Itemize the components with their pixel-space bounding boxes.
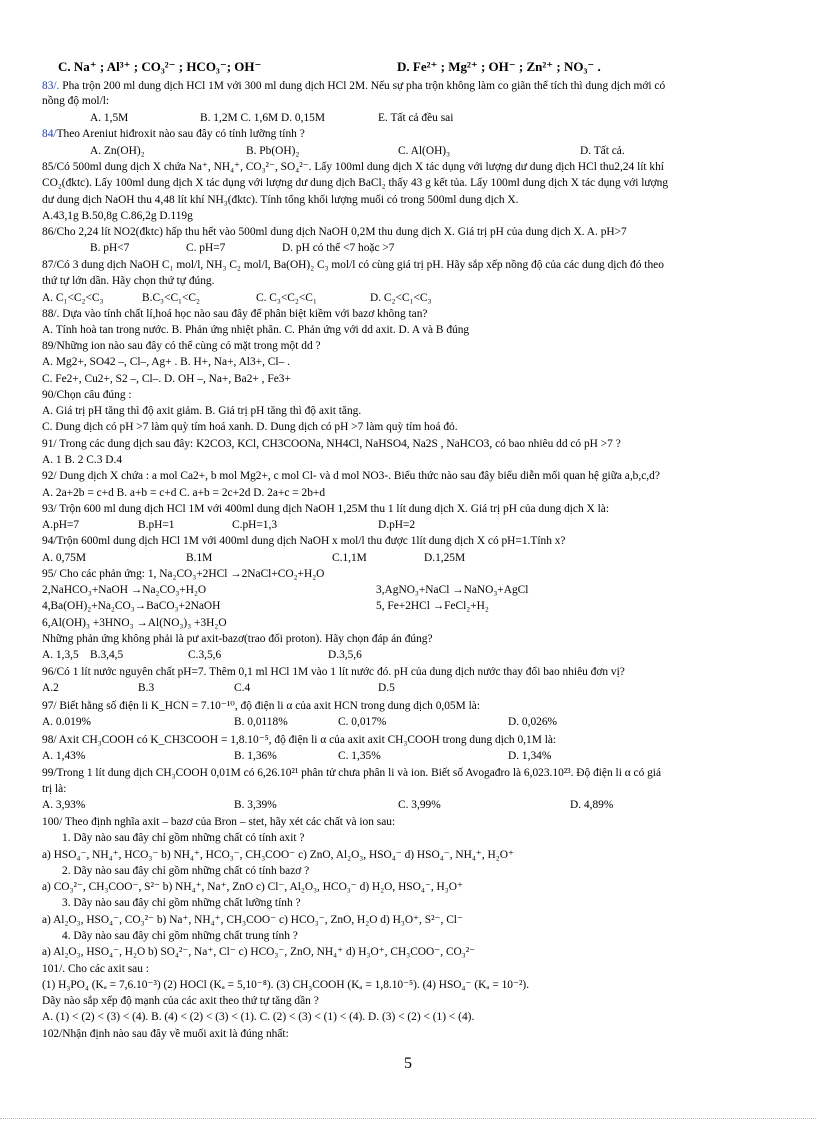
q100-sub1-options: a) HSO₄⁻, NH₄⁺, HCO₃⁻ b) NH₄⁺, HCO₃⁻, CH₃COO⁻ c) ZnO, Al₂O₃, HSO₄⁻ d) HSO₄⁻, NH₄⁺, H₂O⁺ <box>42 849 514 861</box>
option: A. 0,75M <box>42 552 86 564</box>
q85-cont: CO₂(đktc). Lấy 100ml dung dịch X tác dụng với lượng dư dung dịch BaCl₂ thấy 43 g kết tủa. Lấy 100ml dung dịch X tác dụng với lượng <box>42 177 669 189</box>
option: B.C₃<C₁<C₂ <box>142 292 200 304</box>
option: C.1,1M <box>332 552 367 564</box>
option: C. 0,017% <box>338 716 387 728</box>
page-number: 5 <box>404 1055 412 1072</box>
q100-sub3-options: a) Al₂O₃, HSO₄⁻, CO₃²⁻ b) Na⁺, NH₄⁺, CH₃COO⁻ c) HCO₃⁻, ZnO, H₂O d) H₃O⁺, S²⁻, Cl⁻ <box>42 914 463 926</box>
option: B.3,4,5 <box>90 649 124 661</box>
option: D. 0,026% <box>508 716 558 728</box>
q-text: Theo Areniut hiđroxit nào sau đây có tính lưỡng tính ? <box>56 128 305 140</box>
q96: 96/Có 1 lít nước nguyên chất pH=7. Thêm 0,1 ml HCl 1M vào 1 lít nước đó. pH của dung dịch nước thay đổi bao nhiêu đơn vị? <box>42 666 625 678</box>
option: C.3,5,6 <box>188 649 222 661</box>
option: B.pH=1 <box>138 519 175 531</box>
option: D. 4,89% <box>570 799 614 811</box>
q100: 100/ Theo định nghĩa axit – bazơ của Bron – stet, hãy xét các chất và ion sau: <box>42 816 396 828</box>
q101-question: Dãy nào sắp xếp độ mạnh của các axit theo thứ tự tăng dần ? <box>42 995 319 1007</box>
q87: 87/Có 3 dung dịch NaOH C₁ mol/l, NH₃ C₂ mol/l, Ba(OH)₂ C₃ mol/l có cùng giá trị pH. Hãy sắp xếp nồng độ của các dung dịch đó theo <box>42 259 664 271</box>
q-number: 83/. <box>42 80 60 92</box>
option: C. 3,99% <box>398 799 441 811</box>
option: A. Zn(OH)₂ <box>90 145 145 157</box>
option: B.3 <box>138 682 155 694</box>
q101-options: A. (1) < (2) < (3) < (4). B. (4) < (2) < (3) < (1). C. (2) < (3) < (1) < (4). D. (3) < (2) < (1) < (4). <box>42 1011 475 1023</box>
option: C.4 <box>234 682 251 694</box>
option: B. pH<7 <box>90 242 130 254</box>
q88-options: A. Tính hoà tan trong nước. B. Phản ứng nhiệt phân. C. Phản ứng với dd axit. D. A và B đúng <box>42 324 470 336</box>
q-number: 84/ <box>42 128 57 140</box>
q101: 101/. Cho các axit sau : <box>42 963 149 975</box>
q100-sub3: 3. Dãy nào sau đây chỉ gồm những chất lưỡng tính ? <box>62 897 301 909</box>
option: B. 3,39% <box>234 799 277 811</box>
option: A. 1,5M <box>90 112 129 124</box>
option: E. Tất cả đều sai <box>378 112 454 124</box>
option: B. Pb(OH)₂ <box>246 145 300 157</box>
q95-reaction-6: 6,Al(OH)₃ +3HNO₃ →Al(NO₃)₃ +3H₂O <box>42 617 227 629</box>
q85: 85/Có 500ml dung dịch X chứa Na⁺, NH₄⁺, CO₃²⁻, SO₄²⁻. Lấy 100ml dung dịch X tác dụng với lượng dư dung dịch HCl thu2,24 lít khí <box>42 161 664 173</box>
option: A. C₁<C₂<C₃ <box>42 292 104 304</box>
option: B. 1,36% <box>234 750 277 762</box>
q-text: Pha trộn 200 ml dung dịch HCl 1M với 300 ml dung dịch HCl 2M. Nếu sự pha trộn không làm co giãn thể tích thì dung dịch mới có <box>59 80 666 92</box>
option: D. Tất cả. <box>580 145 625 157</box>
q87-cont: thứ tự lớn dần. Hãy chọn thứ tự đúng. <box>42 275 215 287</box>
q89-options-cd: C. Fe2+, Cu2+, S2 –, Cl–. D. OH –, Na+, Ba2+ , Fe3+ <box>42 373 291 385</box>
option: C. C₃<C₂<C₁ <box>256 292 317 304</box>
option: C.pH=1,3 <box>232 519 278 531</box>
q97: 97/ Biết hằng số điện li K_HCN = 7.10⁻¹⁰, độ điện li α của axit HCN trong dung dịch 0,05M là: <box>42 700 480 712</box>
option: B.1M <box>186 552 213 564</box>
option: D.5 <box>378 682 395 694</box>
q90-options-ab: A. Giá trị pH tăng thì độ axit giảm. B. Giá trị pH tăng thì độ axit tăng. <box>42 405 362 417</box>
q89: 89/Những ion nào sau đây có thể cùng có mặt trong một dd ? <box>42 340 321 352</box>
q100-sub2: 2. Dãy nào sau đây chỉ gồm những chất có tính bazơ ? <box>62 865 310 877</box>
q94: 94/Trộn 600ml dung dịch HCl 1M với 400ml dung dịch NaOH x mol/l thu được 1lít dung dịch X có pH=1.Tính x? <box>42 535 566 547</box>
reaction: 5, Fe+2HCl →FeCl₂+H₂ <box>376 600 489 612</box>
option: A. 0.019% <box>42 716 92 728</box>
q100-sub1: 1. Dãy nào sau đây chỉ gồm những chất có tính axit ? <box>62 832 305 844</box>
q90-options-cd: C. Dung dịch có pH >7 làm quỳ tím hoá xanh. D. Dung dịch có pH >7 làm quỳ tím hoá đỏ. <box>42 421 458 433</box>
q99-cont: trị là: <box>42 783 67 795</box>
q89-options-ab: A. Mg2+, SO42 –, Cl–, Ag+ . B. H+, Na+, Al3+, Cl– . <box>42 356 290 368</box>
option: D.1,25M <box>424 552 466 564</box>
q91-options: A. 1 B. 2 C.3 D.4 <box>42 454 123 466</box>
q84 <box>42 127 305 141</box>
q92: 92/ Dung dịch X chứa : a mol Ca2+, b mol Mg2+, c mol Cl- và d mol NO3-. Biểu thức nào sau đây biểu diễn mối quan hệ giữa a,b,c,d? <box>42 470 660 482</box>
option: A. 1,3,5 <box>42 649 79 661</box>
q101-acids: (1) H₃PO₄ (Kₐ = 7,6.10⁻³) (2) HOCl (Kₐ = 5,10⁻⁸). (3) CH₃COOH (Kₐ = 1,8.10⁻⁵). (4) HSO₄⁻ (Kₐ = 10⁻²). <box>42 979 530 991</box>
option-d: D. Fe²⁺ ; Mg²⁺ ; OH⁻ ; Zn²⁺ ; NO₃⁻ . <box>397 59 601 74</box>
option: D.3,5,6 <box>328 649 362 661</box>
q88: 88/. Dựa vào tính chất lí,hoá học nào sau đây để phân biệt kiềm với bazơ không tan? <box>42 308 428 320</box>
option: D. C₂<C₁<C₃ <box>370 292 432 304</box>
option: D.pH=2 <box>378 519 416 531</box>
option: A.pH=7 <box>42 519 80 531</box>
reaction: 4,Ba(OH)₂+Na₂CO₃→BaCO₃+2NaOH <box>42 600 221 612</box>
q91: 91/ Trong các dung dịch sau đây: K2CO3, KCl, CH3COONa, NH4Cl, NaHSO4, Na2S , NaHCO3, có bao nhiêu dd có pH >7 ? <box>42 438 621 450</box>
option: B. 0,0118% <box>234 716 288 728</box>
q90: 90/Chọn câu đúng : <box>42 389 132 401</box>
option: A. 1,43% <box>42 750 86 762</box>
option: C. pH=7 <box>186 242 226 254</box>
option: D. pH có thể <7 hoặc >7 <box>282 242 395 254</box>
q95: 95/ Cho các phản ứng: 1, Na₂CO₃+2HCl →2NaCl+CO₂+H₂O <box>42 568 325 580</box>
q100-sub2-options: a) CO₃²⁻, CH₃COO⁻, S²⁻ b) NH₄⁺, Na⁺, ZnO c) Cl⁻, Al₂O₃, HCO₃⁻ d) H₂O, HSO₄⁻, H₃O⁺ <box>42 881 463 893</box>
q95-question: Những phản ứng không phải là pư axit-bazơ(trao đổi proton). Hãy chọn đáp án đúng? <box>42 633 433 645</box>
option: A. 3,93% <box>42 799 86 811</box>
q100-sub4-options: a) Al₂O₃, HSO₄⁻, H₂O b) SO₄²⁻, Na⁺, Cl⁻ c) HCO₃⁻, ZnO, NH₄⁺ d) H₃O⁺, CH₃COO⁻, CO₃²⁻ <box>42 946 476 958</box>
q83 <box>42 79 665 93</box>
q85-options: A.43,1g B.50,8g C.86,2g D.119g <box>42 210 193 222</box>
q86: 86/Cho 2,24 lít NO2(đktc) hấp thu hết vào 500ml dung dịch NaOH 0,2M thu dung dịch X. Giá trị pH của dung dịch X. A. pH>7 <box>42 226 627 238</box>
option: C. Al(OH)₃ <box>398 145 451 157</box>
q83-cont: nồng độ mol/l: <box>42 95 110 107</box>
q98: 98/ Axit CH₃COOH có K_CH3COOH = 1,8.10⁻⁵, độ điện li α của axit axit CH₃COOH trong dung dịch 0,1M là: <box>42 734 557 746</box>
q85-cont2: dư dung dịch NaOH thu 4,48 lít khí NH₃(đktc). Tính tổng khối lượng muối có trong 500ml dung dịch X. <box>42 194 519 206</box>
option-c: C. Na⁺ ; Al³⁺ ; CO₃²⁻ ; HCO₃⁻; OH⁻ <box>58 59 262 74</box>
option: D. 1,34% <box>508 750 552 762</box>
reaction: 3,AgNO₃+NaCl →NaNO₃+AgCl <box>376 584 529 596</box>
option: A.2 <box>42 682 59 694</box>
q92-options: A. 2a+2b = c+d B. a+b = c+d C. a+b = 2c+2d D. 2a+c = 2b+d <box>42 487 326 499</box>
q100-sub4: 4. Dãy nào sau đây chỉ gồm những chất trung tính ? <box>62 930 298 942</box>
q99: 99/Trong 1 lít dung dịch CH₃COOH 0,01M có 6,26.10²¹ phân tử chưa phân li và ion. Biết số Avogađro là 6,023.10²³. Độ điện li α có giá <box>42 767 662 779</box>
option: C. 1,35% <box>338 750 381 762</box>
option: B. 1,2M C. 1,6M D. 0,15M <box>200 112 325 124</box>
q93: 93/ Trộn 600 ml dung dịch HCl 1M với 400ml dung dịch NaOH 1,25M thu 1 lít dung dịch X. Giá trị pH của dung dịch X là: <box>42 503 609 515</box>
q102: 102/Nhận định nào sau đây về muối axit là đúng nhất: <box>42 1028 289 1040</box>
page-bottom-rule <box>0 1118 816 1119</box>
reaction: 2,NaHCO₃+NaOH →Na₂CO₃+H₂O <box>42 584 207 596</box>
